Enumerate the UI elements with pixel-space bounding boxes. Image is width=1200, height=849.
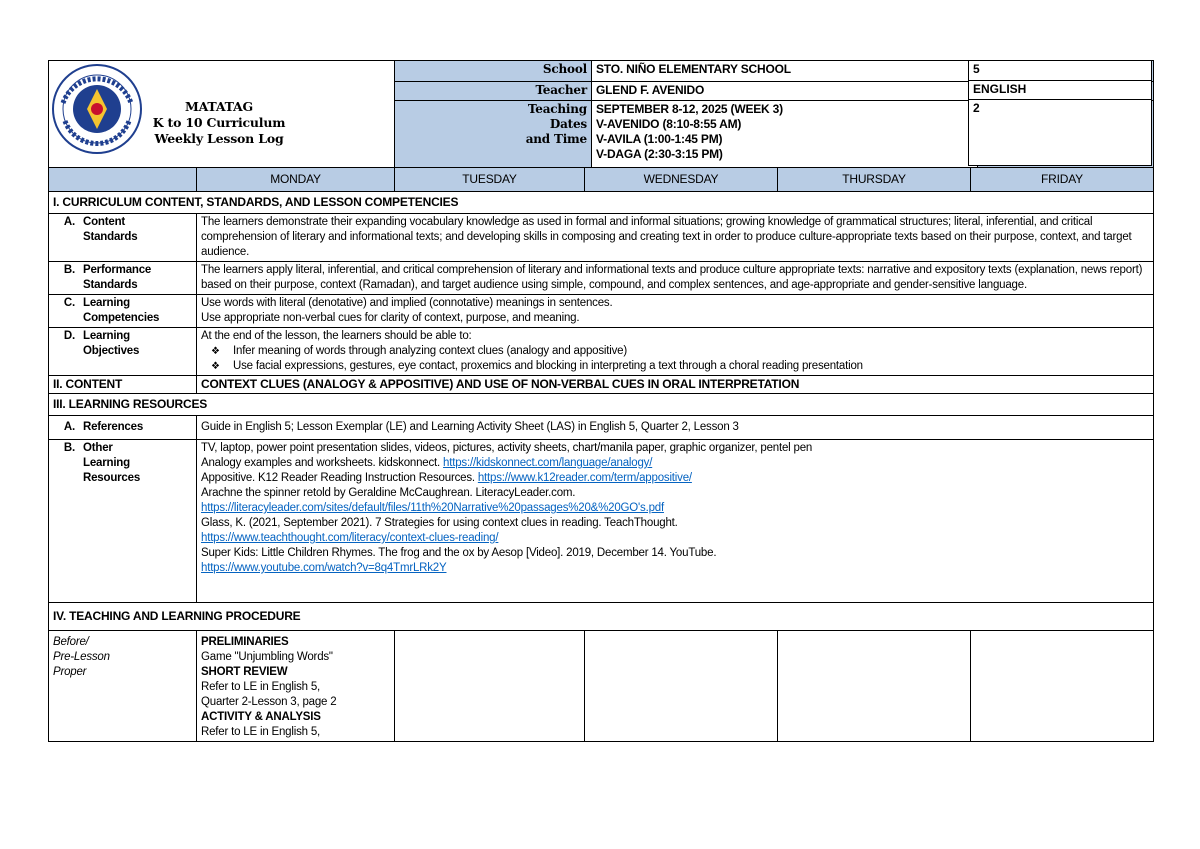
other-resources-label: B. Other Learning Resources <box>49 440 197 603</box>
literacyleader-link[interactable]: https://literacyleader.com/sites/default/files/11th%20Narrative%20passages%20&%20GO's.pdf <box>201 502 664 514</box>
section-teaching-procedure: IV. TEACHING AND LEARNING PROCEDURE <box>49 603 1154 631</box>
teaching-dates-value: SEPTEMBER 8-12, 2025 (WEEK 3) V-AVENIDO (8:10-8:55 AM) V-AVILA (1:00-1:45 PM) V-DAGA (2:30-3:15 PM) <box>592 100 978 167</box>
day-header-blank <box>49 168 197 192</box>
procedure-tuesday <box>395 631 585 742</box>
procedure-monday-line: SHORT REVIEW <box>201 666 288 678</box>
learning-objectives-label: D. Learning Objectives <box>49 328 197 376</box>
procedure-thursday <box>778 631 971 742</box>
procedure-stage-label: Before/ Pre-Lesson Proper <box>49 631 197 742</box>
procedure-monday <box>197 631 395 742</box>
header-logo-block <box>49 61 395 168</box>
performance-standards-label: B. Performance Standards <box>49 262 197 295</box>
procedure-monday-line: ACTIVITY & ANALYSIS <box>201 711 321 723</box>
teacher-label: Teacher <box>395 81 592 100</box>
references-label: A. References <box>49 416 197 440</box>
learning-competencies-label: C. Learning Competencies <box>49 295 197 328</box>
content-label: II. CONTENT <box>49 376 197 394</box>
objective-item: ❖ Infer meaning of words through analyzing context clues (analogy and appositive) <box>233 344 1149 359</box>
learning-area-value: ENGLISH <box>968 81 1151 100</box>
day-header-wednesday: WEDNESDAY <box>585 168 778 192</box>
day-header-monday: MONDAY <box>197 168 395 192</box>
section-curriculum-content: I. CURRICULUM CONTENT, STANDARDS, AND LESSON COMPETENCIES <box>49 192 1154 214</box>
day-header-tuesday: TUESDAY <box>395 168 585 192</box>
references-text: Guide in English 5; Lesson Exemplar (LE) and Learning Activity Sheet (LAS) in English 5, Quarter 2, Lesson 3 <box>197 416 1154 440</box>
teachthought-link[interactable]: https://www.teachthought.com/literacy/context-clues-reading/ <box>201 532 499 544</box>
header-values-col <box>968 60 1152 166</box>
lesson-log-title: MATATAG K to 10 Curriculum Weekly Lesson Log <box>152 99 286 146</box>
day-columns-table <box>48 167 1154 742</box>
school-label: School <box>395 61 592 82</box>
procedure-monday-line: Quarter 2-Lesson 3, page 2 <box>201 696 337 708</box>
procedure-wednesday <box>585 631 778 742</box>
day-header-thursday: THURSDAY <box>778 168 971 192</box>
content-value: CONTEXT CLUES (ANALOGY & APPOSITIVE) AND USE OF NON-VERBAL CUES IN ORAL INTERPRETATION <box>197 376 1154 394</box>
k12reader-link[interactable]: https://www.k12reader.com/term/appositive/ <box>477 472 692 484</box>
learning-competencies-text: Use words with literal (denotative) and implied (connotative) meanings in sentences. Use appropriate non-verbal cues for clarity of context, purpose, and meaning. <box>197 295 1154 328</box>
teaching-dates-label: Teaching Dates and Time <box>395 100 592 167</box>
procedure-friday <box>971 631 1154 742</box>
quarter-value: 2 <box>968 100 1151 165</box>
procedure-monday-line: Game "Unjumbling Words" <box>201 651 333 663</box>
teacher-value: GLEND F. AVENIDO <box>592 81 978 100</box>
content-standards-text: The learners demonstrate their expanding vocabulary knowledge as used in formal and informal situations; growing knowledge of grammatical structures; literal, inferential, and critical comprehension of literary and informational texts; and developing skills in composing and creating text in order to produce culture-appropriate texts based on their purpose, context, and target audience. <box>197 214 1154 262</box>
performance-standards-text: The learners apply literal, inferential, and critical comprehension of literary and informational texts and produce culture appropriate texts: narrative and expository texts (explanation, news report) based on their purpose, context (Ramadan), and target audience using simple, compound, and complex sentences, and age-appropriate and gender-sensitive language. <box>197 262 1154 295</box>
procedure-monday-line: PRELIMINARIES <box>201 636 289 648</box>
youtube-link[interactable]: https://www.youtube.com/watch?v=8q4TmrLRk2Y <box>201 562 447 574</box>
procedure-monday-line: Refer to LE in English 5, <box>201 726 321 738</box>
kidskonnect-link[interactable]: https://kidskonnect.com/language/analogy/ <box>443 457 653 469</box>
school-value: STO. NIÑO ELEMENTARY SCHOOL <box>592 61 978 82</box>
section-learning-resources: III. LEARNING RESOURCES <box>49 394 1154 416</box>
content-standards-label: A. Content Standards <box>49 214 197 262</box>
other-resources-text: TV, laptop, power point presentation slides, videos, pictures, activity sheets, chart/manila paper, graphic organizer, pentel pen Analogy examples and worksheets. kidskonnect. https://kidskonnect.com/language/analogy/ Appositive. K12 Reader Reading Instruction Resources. https://www.k12reader.com/term/appositive/ Arachne the spinner retold by Geraldine McCaughrean. LiteracyLeader.com. https://literacyleader.com/sites/default/files/11th%20Narrative%20passages%20&%20GO's.pdf Glass, K. (2021, September 2021). 7 Strategies for using context clues in reading. TeachThought. https://www.teachthought.com/literacy/context-clues-reading/ Super Kids: Little Children Rhymes. The frog and the ox by Aesop [Video]. 2019, December 14. YouTube. https://www.youtube.com/watch?v=8q4TmrLRk2Y <box>197 440 1154 603</box>
procedure-monday-line: Refer to LE in English 5, <box>201 681 321 693</box>
objective-item: ❖ Use facial expressions, gestures, eye contact, proxemics and blocking in interpreting a text through a choral reading presentation <box>233 359 1149 374</box>
day-header-friday: FRIDAY <box>971 168 1154 192</box>
grade-level-value: 5 <box>968 61 1151 81</box>
learning-objectives-text: At the end of the lesson, the learners should be able to: ❖ Infer meaning of words through analyzing context clues (analogy and appositive) ❖ Use facial expressions, gestures, eye contact, proxemics and blocking in interpreting a text through a choral reading presentation <box>197 328 1154 376</box>
deped-seal-icon <box>51 63 143 155</box>
